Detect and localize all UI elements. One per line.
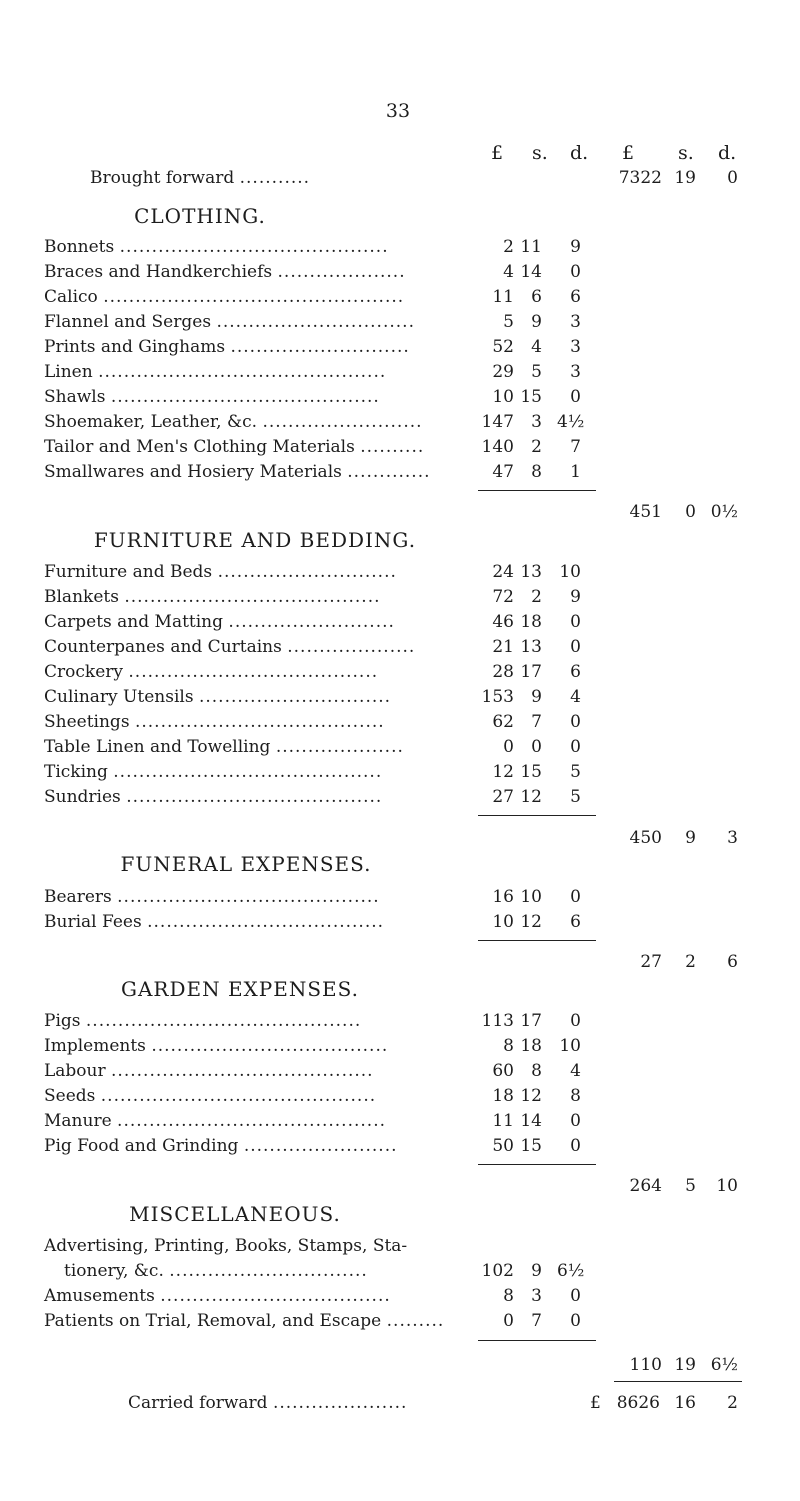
item-pence: 6: [570, 662, 581, 682]
item-pence: 10: [559, 562, 581, 582]
leader-dots: .............................................: [98, 362, 387, 382]
carried-forward-pence: 2: [727, 1393, 738, 1413]
item-label: Patients on Trial, Removal, and Escape: [44, 1311, 382, 1331]
item-shillings: 7: [531, 1311, 542, 1331]
item-shillings: 15: [520, 387, 542, 407]
item-label: Bearers: [44, 887, 112, 907]
item-pounds: 8: [503, 1286, 514, 1306]
header-pounds-inner: £: [491, 142, 504, 164]
item-row: [44, 1036, 388, 1056]
leader-dots: .............: [347, 462, 431, 482]
item-pence: 10: [559, 1036, 581, 1056]
subtotal-rule: [478, 1164, 596, 1165]
item-pence: 3: [570, 362, 581, 382]
leader-dots: ..........................................: [110, 387, 380, 407]
carried-forward-shillings: 16: [674, 1393, 696, 1413]
item-pence: 0: [570, 1311, 581, 1331]
item-pounds: 153: [481, 687, 514, 707]
item-label: Culinary Utensils: [44, 687, 194, 707]
leader-dots: ...............................................: [103, 287, 405, 307]
section-title-furniture: FURNITURE AND BEDDING.: [93, 528, 417, 552]
item-shillings: 10: [520, 887, 542, 907]
item-pence: 0: [570, 1136, 581, 1156]
subtotal-rule: [478, 815, 596, 816]
section-total-pence: 10: [716, 1176, 738, 1196]
item-row: [44, 237, 389, 257]
item-row: [44, 1236, 407, 1256]
item-pounds: 21: [492, 637, 514, 657]
section-total-pence: 0½: [710, 502, 738, 522]
item-pounds: 46: [492, 612, 514, 632]
item-label: Braces and Handkerchiefs: [44, 262, 273, 282]
item-row: [44, 1111, 386, 1131]
item-pounds: 50: [492, 1136, 514, 1156]
section-total-shillings: 2: [685, 952, 696, 972]
leader-dots: .........: [386, 1311, 445, 1331]
item-shillings: 7: [531, 712, 542, 732]
item-row: [44, 412, 423, 432]
brought-forward-shillings: 19: [674, 168, 696, 188]
item-row: [44, 637, 415, 657]
item-label: Shawls: [44, 387, 106, 407]
item-row: [44, 312, 415, 332]
leader-dots: .....................: [272, 1393, 408, 1413]
item-pence: 7: [570, 437, 581, 457]
item-row: [44, 1011, 361, 1031]
item-shillings: 15: [520, 1136, 542, 1156]
item-pounds: 10: [492, 387, 514, 407]
item-shillings: 12: [520, 912, 542, 932]
leader-dots: ...............................: [169, 1261, 368, 1281]
leader-dots: ....................: [275, 737, 404, 757]
header-shillings-inner: s.: [532, 142, 548, 164]
section-total-pounds: 450: [629, 828, 662, 848]
item-shillings: 2: [531, 437, 542, 457]
item-label: Carpets and Matting: [44, 612, 224, 632]
item-pence: 9: [570, 237, 581, 257]
leader-dots: ...............................: [216, 312, 415, 332]
leader-dots: ..........................: [228, 612, 395, 632]
leader-dots: ...........................................: [85, 1011, 362, 1031]
item-shillings: 15: [520, 762, 542, 782]
subtotal-rule: [478, 1340, 596, 1341]
item-row: [44, 587, 381, 607]
item-pence: 3: [570, 337, 581, 357]
item-row: [44, 737, 404, 757]
item-pence: 6½: [557, 1261, 585, 1281]
leader-dots: ..........................................: [119, 237, 389, 257]
item-row: [44, 762, 382, 782]
leader-dots: ....................: [277, 262, 406, 282]
item-label: Burial Fees: [44, 912, 142, 932]
item-row: [44, 1311, 444, 1331]
item-pounds: 11: [492, 287, 514, 307]
item-pence: 4: [570, 687, 581, 707]
item-label: Implements: [44, 1036, 146, 1056]
item-pounds: 29: [492, 362, 514, 382]
item-pence: 8: [570, 1086, 581, 1106]
item-label: Tailor and Men's Clothing Materials: [44, 437, 355, 457]
item-pounds: 10: [492, 912, 514, 932]
section-total-pence: 3: [727, 828, 738, 848]
leader-dots: ..........: [360, 437, 425, 457]
section-total-shillings: 19: [674, 1355, 696, 1375]
item-row: [44, 1086, 376, 1106]
section-total-pounds: 264: [629, 1176, 662, 1196]
carried-forward-pounds: 8626: [616, 1393, 660, 1413]
item-row: [44, 687, 391, 707]
leader-dots: ...........................................: [100, 1086, 377, 1106]
carried-forward-currency: £: [590, 1393, 601, 1413]
item-shillings: 4: [531, 337, 542, 357]
item-pounds: 24: [492, 562, 514, 582]
leader-dots: .......................................: [128, 662, 379, 682]
leader-dots: ............................: [230, 337, 410, 357]
item-label: Amusements: [44, 1286, 155, 1306]
item-pence: 0: [570, 887, 581, 907]
item-label: Seeds: [44, 1086, 96, 1106]
carried-forward-label: Carried forward: [128, 1393, 268, 1413]
item-shillings: 9: [531, 687, 542, 707]
item-pounds: 27: [492, 787, 514, 807]
item-shillings: 17: [520, 662, 542, 682]
item-shillings: 9: [531, 1261, 542, 1281]
leader-dots: ............................: [217, 562, 397, 582]
item-row-continuation: [64, 1261, 368, 1281]
item-row: [44, 662, 378, 682]
leader-dots: .....................................: [151, 1036, 389, 1056]
item-shillings: 18: [520, 1036, 542, 1056]
item-pounds: 52: [492, 337, 514, 357]
item-label: Pig Food and Grinding: [44, 1136, 239, 1156]
item-label: Smallwares and Hosiery Materials: [44, 462, 342, 482]
section-total-shillings: 0: [685, 502, 696, 522]
item-shillings: 3: [531, 1286, 542, 1306]
item-shillings: 6: [531, 287, 542, 307]
item-label: Prints and Ginghams: [44, 337, 226, 357]
leader-dots: ..........................................: [117, 1111, 387, 1131]
section-total-shillings: 9: [685, 828, 696, 848]
section-total-shillings: 5: [685, 1176, 696, 1196]
header-shillings-outer: s.: [678, 142, 694, 164]
leader-dots: ....................: [287, 637, 416, 657]
section-title-funeral: FUNERAL EXPENSES.: [120, 852, 372, 876]
item-pence: 0: [570, 262, 581, 282]
item-shillings: 0: [531, 737, 542, 757]
item-pounds: 2: [503, 237, 514, 257]
item-label: Sundries: [44, 787, 121, 807]
brought-forward-label: Brought forward: [90, 168, 235, 188]
item-pounds: 16: [492, 887, 514, 907]
item-shillings: 13: [520, 562, 542, 582]
item-shillings: 3: [531, 412, 542, 432]
item-label: Calico: [44, 287, 98, 307]
section-title-garden: GARDEN EXPENSES.: [120, 977, 359, 1001]
item-pence: 4: [570, 1061, 581, 1081]
item-shillings: 14: [520, 262, 542, 282]
item-pence: 0: [570, 1011, 581, 1031]
brought-forward-pounds: 7322: [618, 168, 662, 188]
item-pence: 0: [570, 1111, 581, 1131]
leader-dots: .........................................: [117, 887, 380, 907]
leader-dots: .....................................: [147, 912, 385, 932]
item-pence: 6: [570, 912, 581, 932]
item-pounds: 147: [481, 412, 514, 432]
item-pounds: 5: [503, 312, 514, 332]
item-pounds: 18: [492, 1086, 514, 1106]
carried-forward-row: [128, 1393, 407, 1413]
item-pence: 0: [570, 387, 581, 407]
item-shillings: 9: [531, 312, 542, 332]
subtotal-rule: [478, 490, 596, 491]
header-pounds-outer: £: [622, 142, 635, 164]
item-row: [44, 787, 382, 807]
item-pence: 0: [570, 637, 581, 657]
item-label: Blankets: [44, 587, 119, 607]
item-row: [44, 887, 380, 907]
item-label: Linen: [44, 362, 93, 382]
item-pounds: 72: [492, 587, 514, 607]
item-shillings: 17: [520, 1011, 542, 1031]
section-total-pence: 6: [727, 952, 738, 972]
section-title-clothing: CLOTHING.: [134, 204, 266, 228]
section-total-pounds: 27: [640, 952, 662, 972]
header-pence-inner: d.: [570, 142, 589, 164]
item-pounds: 113: [481, 1011, 514, 1031]
item-row: [44, 1136, 398, 1156]
item-pence: 0: [570, 612, 581, 632]
item-label: Sheetings: [44, 712, 130, 732]
item-pounds: 102: [481, 1261, 514, 1281]
item-shillings: 8: [531, 462, 542, 482]
item-pounds: 60: [492, 1061, 514, 1081]
item-pounds: 12: [492, 762, 514, 782]
item-row: [44, 1286, 391, 1306]
item-row: [44, 262, 406, 282]
item-row: [44, 712, 385, 732]
item-row: [44, 562, 397, 582]
item-label: Labour: [44, 1061, 106, 1081]
item-shillings: 18: [520, 612, 542, 632]
item-shillings: 11: [520, 237, 542, 257]
item-label: Crockery: [44, 662, 123, 682]
brought-forward-row: [90, 168, 310, 188]
item-pence: 1: [570, 462, 581, 482]
section-total-pounds: 110: [629, 1355, 662, 1375]
leader-dots: .........................: [262, 412, 423, 432]
item-shillings: 12: [520, 1086, 542, 1106]
item-pounds: 47: [492, 462, 514, 482]
item-label: Bonnets: [44, 237, 115, 257]
section-title-miscellaneous: MISCELLANEOUS.: [129, 1202, 341, 1226]
item-label-continued: tionery, &c.: [64, 1261, 164, 1281]
section-total-pence: 6½: [710, 1355, 738, 1375]
leader-dots: ..............................: [198, 687, 392, 707]
item-label: Table Linen and Towelling: [44, 737, 271, 757]
item-label: Counterpanes and Curtains: [44, 637, 282, 657]
item-pence: 4½: [557, 412, 585, 432]
item-pounds: 28: [492, 662, 514, 682]
page-number: 33: [385, 100, 411, 122]
item-pounds: 8: [503, 1036, 514, 1056]
item-label: Flannel and Serges: [44, 312, 212, 332]
item-pounds: 4: [503, 262, 514, 282]
item-pounds: 140: [481, 437, 514, 457]
item-pence: 6: [570, 287, 581, 307]
item-label: Ticking: [44, 762, 108, 782]
leader-dots: ........................................: [126, 787, 383, 807]
item-pounds: 0: [503, 1311, 514, 1331]
section-total-pounds: 451: [629, 502, 662, 522]
item-shillings: 12: [520, 787, 542, 807]
item-row: [44, 362, 386, 382]
item-label: Advertising, Printing, Books, Stamps, Sta-: [44, 1236, 408, 1256]
leader-dots: ........................: [243, 1136, 398, 1156]
item-row: [44, 387, 380, 407]
item-pence: 5: [570, 762, 581, 782]
item-pence: 5: [570, 787, 581, 807]
header-pence-outer: d.: [718, 142, 737, 164]
item-pounds: 0: [503, 737, 514, 757]
item-pence: 0: [570, 712, 581, 732]
item-label: Furniture and Beds: [44, 562, 213, 582]
item-row: [44, 612, 395, 632]
item-shillings: 2: [531, 587, 542, 607]
leader-dots: .......................................: [134, 712, 385, 732]
leader-dots: .........................................: [111, 1061, 374, 1081]
item-row: [44, 337, 410, 357]
item-pence: 9: [570, 587, 581, 607]
item-row: [44, 912, 384, 932]
item-pounds: 11: [492, 1111, 514, 1131]
item-label: Pigs: [44, 1011, 81, 1031]
item-shillings: 13: [520, 637, 542, 657]
item-label: Shoemaker, Leather, &c.: [44, 412, 258, 432]
subtotal-rule: [478, 940, 596, 941]
item-shillings: 8: [531, 1061, 542, 1081]
leader-dots: ........................................: [124, 587, 381, 607]
grand-total-rule: [614, 1381, 742, 1382]
item-shillings: 5: [531, 362, 542, 382]
item-row: [44, 437, 424, 457]
item-label: Manure: [44, 1111, 112, 1131]
item-pence: 3: [570, 312, 581, 332]
leader-dots: ..........................................: [113, 762, 383, 782]
item-pence: 0: [570, 1286, 581, 1306]
leader-dots: ...........: [239, 168, 311, 188]
brought-forward-pence: 0: [727, 168, 738, 188]
item-row: [44, 287, 404, 307]
leader-dots: ....................................: [160, 1286, 391, 1306]
item-shillings: 14: [520, 1111, 542, 1131]
item-row: [44, 462, 431, 482]
item-pounds: 62: [492, 712, 514, 732]
item-row: [44, 1061, 374, 1081]
item-pence: 0: [570, 737, 581, 757]
